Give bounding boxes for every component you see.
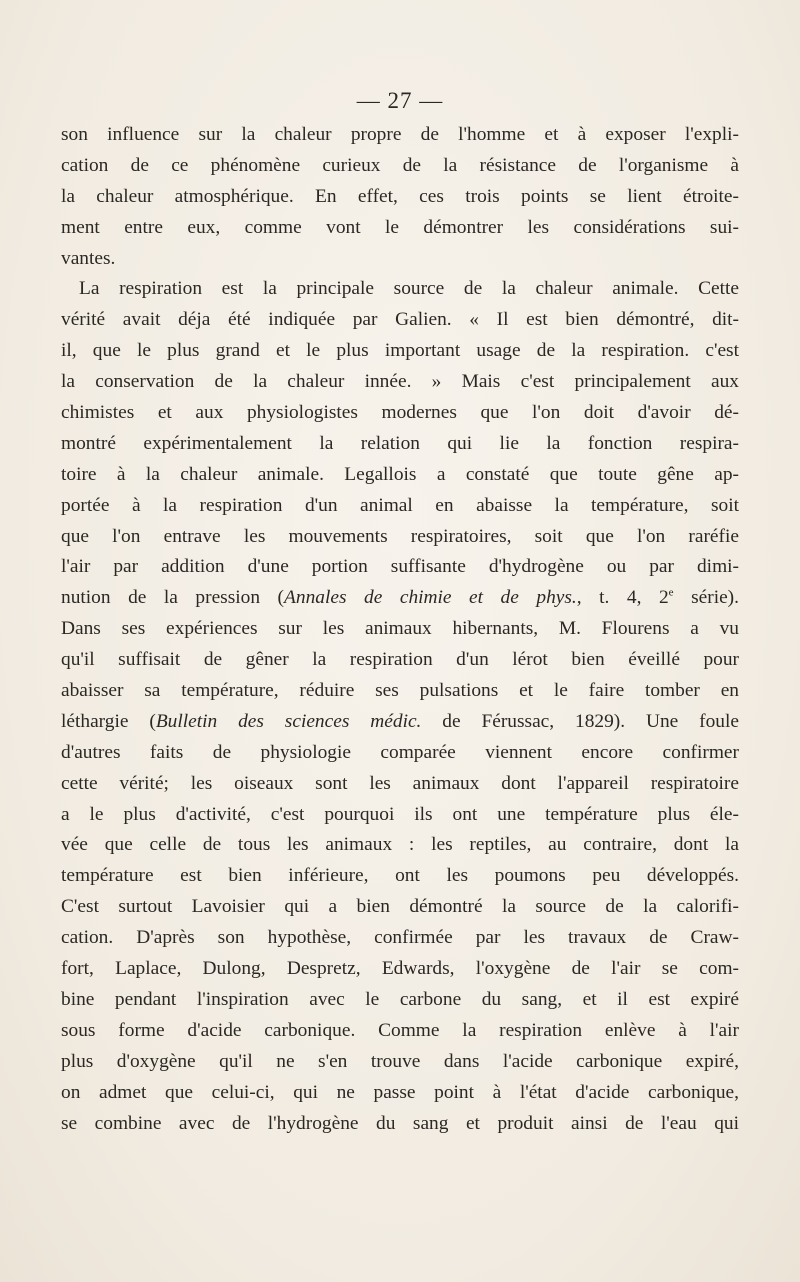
text-line: son influence sur la chaleur propre de l'homme et à exposer l'expli- <box>61 124 739 145</box>
text-line <box>61 707 739 738</box>
text-line: il, que le plus grand et le plus important usage de la respiration. c'est <box>61 340 739 362</box>
text-line: sous forme d'acide carbonique. Comme la respiration enlève à l'air <box>61 1019 739 1041</box>
text-line: température est bien inférieure, ont les poumons peu développés. <box>61 865 739 887</box>
text-line: ment entre eux, comme vont le démontrer les considérations sui- <box>61 216 739 238</box>
text-line: montré expérimentalement la relation qui lie la fonction respira- <box>61 432 739 454</box>
text-segment: de Férussac, 1829). Une foule <box>421 710 739 732</box>
text-line: l'air par addition d'une portion suffisante d'hydrogène ou par dimi- <box>61 556 739 578</box>
text-line: C'est surtout Lavoisier qui a bien démontré la source de la calorifi- <box>61 896 739 918</box>
citation-title: Bulletin des sciences médic. <box>155 710 422 732</box>
text-line: se combine avec de l'hydrogène du sang et produit ainsi de l'eau qui <box>61 1112 739 1134</box>
text-line: cette vérité; les oiseaux sont les animaux dont l'appareil respiratoire <box>61 772 739 794</box>
text-segment: , t. 4, 2 <box>576 587 669 609</box>
text-line: vantes. <box>61 247 116 269</box>
text-line: fort, Laplace, Dulong, Despretz, Edwards, l'oxygène de l'air se com- <box>61 958 739 980</box>
text-line: chimistes et aux physiologistes modernes que l'on doit d'avoir dé- <box>61 402 739 424</box>
page-number: — 27 — <box>356 88 444 113</box>
text-line: bine pendant l'inspiration avec le carbone du sang, et il est expiré <box>61 988 739 1010</box>
text-line: vérité avait déja été indiquée par Galien. « Il est bien démontré, dit- <box>61 309 739 331</box>
text-line: d'autres faits de physiologie comparée viennent encore confirmer <box>61 741 739 763</box>
text-line: qu'il suffisait de gêner la respiration d'un lérot bien éveillé pour <box>61 649 739 671</box>
body-text <box>61 120 739 1139</box>
superscript: e <box>668 586 674 599</box>
text-line: Dans ses expériences sur les animaux hibernants, M. Flourens a vu <box>61 618 739 640</box>
text-segment: nution de la pression ( <box>61 587 285 609</box>
text-line: vée que celle de tous les animaux : les reptiles, au contraire, dont la <box>61 834 739 856</box>
text-line: portée à la respiration d'un animal en abaisse la température, soit <box>61 494 739 516</box>
text-line: La respiration est la principale source de la chaleur animale. Cette <box>79 278 739 300</box>
text-segment: léthargie ( <box>61 710 156 732</box>
text-line: toire à la chaleur animale. Legallois a constaté que toute gêne ap- <box>61 463 739 485</box>
text-line: cation. D'après son hypothèse, confirmée par les travaux de Craw- <box>61 927 739 949</box>
text-line: plus d'oxygène qu'il ne s'en trouve dans l'acide carbonique expiré, <box>61 1050 739 1072</box>
text-line: cation de ce phénomène curieux de la résistance de l'organisme à <box>61 154 739 176</box>
text-line: on admet que celui-ci, qui ne passe point à l'état d'acide carbonique, <box>61 1081 739 1103</box>
text-line: la chaleur atmosphérique. En effet, ces trois points se lient étroite- <box>61 185 739 207</box>
text-line: que l'on entrave les mouvements respiratoires, soit que l'on raréfie <box>61 525 739 547</box>
citation-title: Annales de chimie et de phys. <box>284 587 577 609</box>
text-line: la conservation de la chaleur innée. » Mais c'est principalement aux <box>61 371 739 393</box>
text-line: abaisser sa température, réduire ses pulsations et le faire tomber en <box>61 680 739 702</box>
text-line: a le plus d'activité, c'est pourquoi ils ont une température plus éle- <box>61 803 739 825</box>
text-line <box>61 583 739 614</box>
text-segment: série). <box>673 587 739 609</box>
